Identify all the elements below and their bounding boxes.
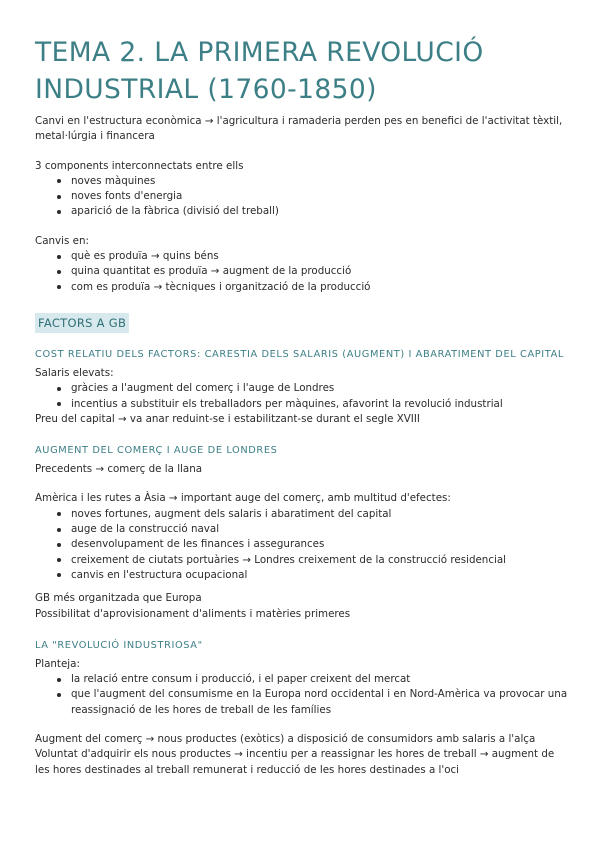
comerc-heading: AUGMENT DEL COMERÇ I AUGE DE LONDRES (35, 445, 278, 457)
industriosa-p2: Voluntat d'adquirir els nous productes → incentiu per a reassignar les hores de treball → augment de les hores destinades al treball remunerat i reducció de les hores destinades a l'oci (35, 748, 555, 776)
components-list (35, 174, 570, 220)
list-item: canvis en l'estructura ocupacional (71, 568, 570, 583)
canvis-list (35, 249, 570, 295)
list-item: quina quantitat es produïa → augment de la producció (71, 264, 570, 279)
page-title: TEMA 2. LA PRIMERA REVOLUCIÓ INDUSTRIAL (1760-1850) (35, 37, 484, 105)
list-item: noves fortunes, augment dels salaris i abaratiment del capital (71, 507, 570, 522)
comerc-line2: Possibilitat d'aprovisionament d'aliments i matèries primeres (35, 607, 351, 620)
list-item: com es produïa → tècniques i organització de la producció (71, 280, 570, 295)
industriosa-p1: Augment del comerç → nous productes (exòtics) a disposició de consumidors amb salaris a l'alça (35, 733, 536, 746)
list-item: gràcies a l'augment del comerç i l'auge de Londres (71, 381, 570, 396)
list-item: auge de la construcció naval (71, 522, 570, 537)
canvis-heading: Canvis en: (35, 234, 89, 247)
list-item: desenvolupament de les finances i assegurances (71, 537, 570, 552)
list-item: noves fonts d'energia (71, 189, 570, 204)
cost-tail: Preu del capital → va anar reduint-se i estabilitzant-se durant el segle XVIII (35, 412, 420, 425)
cost-lead: Salaris elevats: (35, 366, 114, 379)
comerc-line1: GB més organitzada que Europa (35, 592, 202, 605)
factors-heading: FACTORS A GB (35, 313, 129, 333)
list-item: creixement de ciutats portuàries → Londres creixement de la construcció residencial (71, 553, 570, 568)
cost-list (35, 381, 570, 412)
industriosa-lead: Planteja: (35, 657, 80, 670)
cost-heading: COST RELATIU DELS FACTORS: CARESTIA DELS SALARIS (AUGMENT) I ABARATIMENT DEL CAPITAL (35, 348, 564, 360)
list-item: què es produïa → quins béns (71, 249, 570, 264)
comerc-lead: Amèrica i les rutes a Àsia → important auge del comerç, amb multitud d'efectes: (35, 492, 451, 505)
components-heading: 3 components interconnectats entre ells (35, 159, 244, 172)
list-item: aparició de la fàbrica (divisió del treball) (71, 204, 570, 219)
list-item: incentius a substituir els treballadors per màquines, afavorint la revolució industrial (71, 397, 570, 412)
list-item: la relació entre consum i producció, i el paper creixent del mercat (71, 672, 570, 687)
comerc-precedents: Precedents → comerç de la llana (35, 463, 203, 476)
comerc-list (35, 507, 570, 583)
intro-paragraph: Canvi en l'estructura econòmica → l'agricultura i ramaderia perden pes en benefici de l'activitat tèxtil, metal·lúrgia i financera (35, 115, 563, 143)
list-item: noves màquines (71, 174, 570, 189)
industriosa-heading: LA "REVOLUCIÓ INDUSTRIOSA" (35, 639, 203, 651)
list-item: que l'augment del consumisme en la Europa nord occidental i en Nord-Amèrica va provocar una reassignació de les hores de treball de les famílies (71, 687, 570, 718)
industriosa-list (35, 672, 570, 718)
